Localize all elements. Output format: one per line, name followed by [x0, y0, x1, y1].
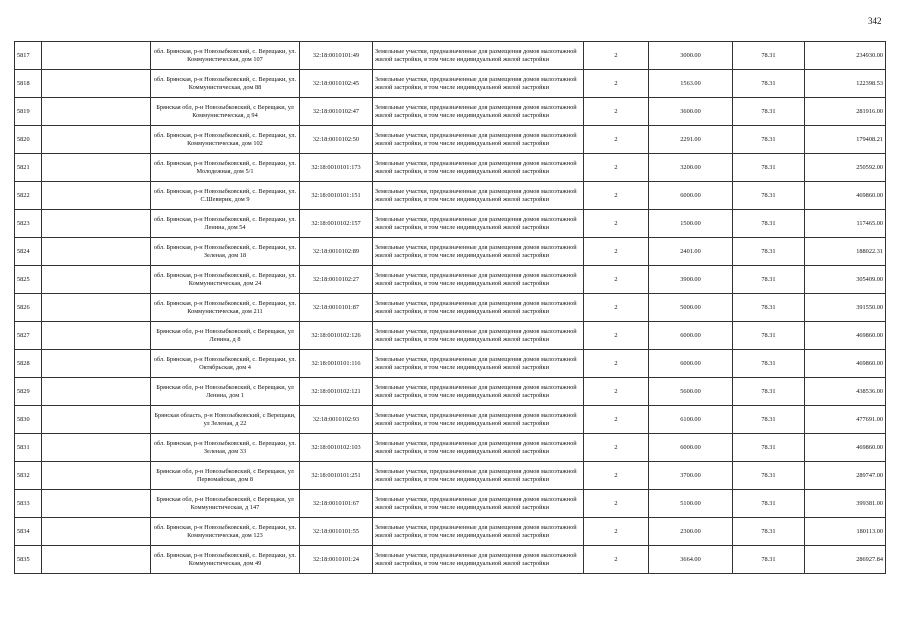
group-cell: 2	[584, 490, 649, 518]
area-cell: 3900.00	[649, 266, 733, 294]
cadastral-value-cell: 281916.00	[805, 98, 886, 126]
cadastral-number-cell: 32:18:0010102:126	[300, 322, 373, 350]
address-cell: обл. Брянская, р-н Новозыбковский, с. Верещаки, ул. Зеленая, дом 18	[151, 238, 300, 266]
land-use-cell: Земельные участки, предназначенные для размещения домов малоэтажной жилой застройки, в том числе индивидуальной жилой застройки	[373, 350, 584, 378]
land-use-cell: Земельные участки, предназначенные для размещения домов малоэтажной жилой застройки, в том числе индивидуальной жилой застройки	[373, 546, 584, 574]
table-row	[15, 70, 886, 98]
cadastral-value-cell: 469860.00	[805, 322, 886, 350]
cadastral-value-cell: 188022.31	[805, 238, 886, 266]
address-cell: обл. Брянская, р-н Новозыбковский, с. Верещаки, ул. Коммунистическая, дом 49	[151, 546, 300, 574]
area-cell: 5000.00	[649, 294, 733, 322]
cadastral-number-cell: 32:18:0010102:93	[300, 406, 373, 434]
specific-value-cell: 78.31	[733, 210, 805, 238]
cadastral-number-cell: 32:18:0010101:67	[300, 490, 373, 518]
address-cell: обл. Брянская, р-н Новозыбковский, с. Верещаки, ул. Коммунистическая, дом 88	[151, 70, 300, 98]
cadastral-value-cell: 391550.00	[805, 294, 886, 322]
area-cell: 2401.00	[649, 238, 733, 266]
empty-cell	[42, 350, 151, 378]
empty-cell	[42, 210, 151, 238]
table-body	[15, 42, 886, 574]
row-number: 5831	[15, 434, 42, 462]
cadastral-value-cell: 180113.00	[805, 518, 886, 546]
empty-cell	[42, 42, 151, 70]
specific-value-cell: 78.31	[733, 294, 805, 322]
cadastral-value-cell: 250592.00	[805, 154, 886, 182]
table-row	[15, 294, 886, 322]
row-number: 5822	[15, 182, 42, 210]
specific-value-cell: 78.31	[733, 70, 805, 98]
cadastral-number-cell: 32:18:0010102:47	[300, 98, 373, 126]
cadastral-number-cell: 32:18:0010102:27	[300, 266, 373, 294]
area-cell: 2300.00	[649, 518, 733, 546]
address-cell: Брянская область, р-н Новозыбковский, с Верещаки, ул Зеленая, д 22	[151, 406, 300, 434]
specific-value-cell: 78.31	[733, 154, 805, 182]
group-cell: 2	[584, 546, 649, 574]
address-cell: обл. Брянская, р-н Новозыбковский, с. Верещаки, ул. С.Шевирик, дом 9	[151, 182, 300, 210]
empty-cell	[42, 378, 151, 406]
table-row	[15, 462, 886, 490]
group-cell: 2	[584, 378, 649, 406]
cadastral-value-cell: 438536.00	[805, 378, 886, 406]
empty-cell	[42, 294, 151, 322]
table-row	[15, 518, 886, 546]
group-cell: 2	[584, 154, 649, 182]
address-cell: обл. Брянская, р-н Новозыбковский, с. Верещаки, ул. Коммунистическая, дом 24	[151, 266, 300, 294]
area-cell: 6000.00	[649, 182, 733, 210]
table-row	[15, 210, 886, 238]
cadastral-value-cell: 179408.21	[805, 126, 886, 154]
row-number: 5834	[15, 518, 42, 546]
table-row	[15, 546, 886, 574]
specific-value-cell: 78.31	[733, 238, 805, 266]
table-row	[15, 406, 886, 434]
cadastral-number-cell: 32:18:0010101:24	[300, 546, 373, 574]
table-row	[15, 126, 886, 154]
cadastral-number-cell: 32:18:0010102:45	[300, 70, 373, 98]
area-cell: 6000.00	[649, 322, 733, 350]
cadastral-value-cell: 477691.00	[805, 406, 886, 434]
row-number: 5817	[15, 42, 42, 70]
cadastral-number-cell: 32:18:0010101:87	[300, 294, 373, 322]
group-cell: 2	[584, 294, 649, 322]
row-number: 5827	[15, 322, 42, 350]
empty-cell	[42, 70, 151, 98]
area-cell: 3664.00	[649, 546, 733, 574]
empty-cell	[42, 406, 151, 434]
area-cell: 3700.00	[649, 462, 733, 490]
land-use-cell: Земельные участки, предназначенные для размещения домов малоэтажной жилой застройки, в том числе индивидуальной жилой застройки	[373, 154, 584, 182]
group-cell: 2	[584, 350, 649, 378]
land-use-cell: Земельные участки, предназначенные для размещения домов малоэтажной жилой застройки, в том числе индивидуальной жилой застройки	[373, 406, 584, 434]
land-use-cell: Земельные участки, предназначенные для размещения домов малоэтажной жилой застройки, в том числе индивидуальной жилой застройки	[373, 98, 584, 126]
specific-value-cell: 78.31	[733, 434, 805, 462]
empty-cell	[42, 490, 151, 518]
land-use-cell: Земельные участки, предназначенные для размещения домов малоэтажной жилой застройки, в том числе индивидуальной жилой застройки	[373, 462, 584, 490]
specific-value-cell: 78.31	[733, 518, 805, 546]
table-row	[15, 98, 886, 126]
row-number: 5818	[15, 70, 42, 98]
empty-cell	[42, 238, 151, 266]
area-cell: 6100.00	[649, 406, 733, 434]
row-number: 5830	[15, 406, 42, 434]
land-use-cell: Земельные участки, предназначенные для размещения домов малоэтажной жилой застройки, в том числе индивидуальной жилой застройки	[373, 378, 584, 406]
address-cell: обл. Брянская, р-н Новозыбковский, с. Верещаки, ул. Коммунистическая, дом 107	[151, 42, 300, 70]
specific-value-cell: 78.31	[733, 42, 805, 70]
group-cell: 2	[584, 518, 649, 546]
land-use-cell: Земельные участки, предназначенные для размещения домов малоэтажной жилой застройки, в том числе индивидуальной жилой застройки	[373, 490, 584, 518]
address-cell: обл. Брянская, р-н Новозыбковский, с. Верещаки, ул. Октябрьская, дом 4	[151, 350, 300, 378]
group-cell: 2	[584, 238, 649, 266]
cadastral-number-cell: 32:18:0010101:251	[300, 462, 373, 490]
area-cell: 1500.00	[649, 210, 733, 238]
address-cell: обл. Брянская, р-н Новозыбковский, с. Верещаки, ул. Зеленая, дом 33	[151, 434, 300, 462]
address-cell: обл. Брянская, р-н Новозыбковский, с. Верещаки, ул. Ленина, дом 54	[151, 210, 300, 238]
group-cell: 2	[584, 98, 649, 126]
empty-cell	[42, 322, 151, 350]
cadastral-number-cell: 32:18:0010102:157	[300, 210, 373, 238]
specific-value-cell: 78.31	[733, 126, 805, 154]
group-cell: 2	[584, 126, 649, 154]
address-cell: обл. Брянская, р-н Новозыбковский, с. Верещаки, ул. Коммунистическая, дом 123	[151, 518, 300, 546]
empty-cell	[42, 518, 151, 546]
group-cell: 2	[584, 182, 649, 210]
land-use-cell: Земельные участки, предназначенные для размещения домов малоэтажной жилой застройки, в том числе индивидуальной жилой застройки	[373, 518, 584, 546]
table-row	[15, 378, 886, 406]
area-cell: 5100.00	[649, 490, 733, 518]
cadastral-value-cell: 286927.84	[805, 546, 886, 574]
cadastral-number-cell: 32:18:0010102:121	[300, 378, 373, 406]
table-row	[15, 322, 886, 350]
row-number: 5832	[15, 462, 42, 490]
empty-cell	[42, 126, 151, 154]
land-use-cell: Земельные участки, предназначенные для размещения домов малоэтажной жилой застройки, в том числе индивидуальной жилой застройки	[373, 322, 584, 350]
area-cell: 3000.00	[649, 42, 733, 70]
row-number: 5829	[15, 378, 42, 406]
land-use-cell: Земельные участки, предназначенные для размещения домов малоэтажной жилой застройки, в том числе индивидуальной жилой застройки	[373, 266, 584, 294]
area-cell: 3600.00	[649, 98, 733, 126]
cadastral-number-cell: 32:18:0010101:116	[300, 350, 373, 378]
cadastral-value-cell: 122398.53	[805, 70, 886, 98]
group-cell: 2	[584, 434, 649, 462]
empty-cell	[42, 182, 151, 210]
cadastral-number-cell: 32:18:0010101:49	[300, 42, 373, 70]
group-cell: 2	[584, 462, 649, 490]
row-number: 5823	[15, 210, 42, 238]
table-row	[15, 490, 886, 518]
address-cell: Брянская обл, р-н Новозыбковский, с Верещаки, ул Ленина, дом 1	[151, 378, 300, 406]
area-cell: 3200.00	[649, 154, 733, 182]
empty-cell	[42, 154, 151, 182]
row-number: 5835	[15, 546, 42, 574]
cadastral-value-cell: 399381.00	[805, 490, 886, 518]
table-row	[15, 434, 886, 462]
table-row	[15, 238, 886, 266]
specific-value-cell: 78.31	[733, 378, 805, 406]
empty-cell	[42, 546, 151, 574]
row-number: 5828	[15, 350, 42, 378]
cadastral-value-cell: 469860.00	[805, 350, 886, 378]
specific-value-cell: 78.31	[733, 350, 805, 378]
group-cell: 2	[584, 322, 649, 350]
row-number: 5825	[15, 266, 42, 294]
address-cell: Брянская обл, р-н Новозыбковский, с Верещаки, ул Коммунистическая, д 147	[151, 490, 300, 518]
row-number: 5826	[15, 294, 42, 322]
address-cell: обл. Брянская, р-н Новозыбковский, с. Верещаки, ул. Коммунистическая, дом 211	[151, 294, 300, 322]
table-row	[15, 154, 886, 182]
cadastral-number-cell: 32:18:0010102:50	[300, 126, 373, 154]
specific-value-cell: 78.31	[733, 182, 805, 210]
row-number: 5821	[15, 154, 42, 182]
row-number: 5820	[15, 126, 42, 154]
specific-value-cell: 78.31	[733, 266, 805, 294]
land-use-cell: Земельные участки, предназначенные для размещения домов малоэтажной жилой застройки, в том числе индивидуальной жилой застройки	[373, 126, 584, 154]
specific-value-cell: 78.31	[733, 406, 805, 434]
group-cell: 2	[584, 266, 649, 294]
address-cell: Брянская обл, р-н Новозыбковский, с Верещаки, ул Первомайская, дом 8	[151, 462, 300, 490]
cadastral-value-cell: 469860.00	[805, 182, 886, 210]
land-use-cell: Земельные участки, предназначенные для размещения домов малоэтажной жилой застройки, в том числе индивидуальной жилой застройки	[373, 70, 584, 98]
cadastral-number-cell: 32:18:0010101:173	[300, 154, 373, 182]
address-cell: обл. Брянская, р-н Новозыбковский, с. Верещаки, ул. Молодежная, дом 5/1	[151, 154, 300, 182]
land-use-cell: Земельные участки, предназначенные для размещения домов малоэтажной жилой застройки, в том числе индивидуальной жилой застройки	[373, 210, 584, 238]
specific-value-cell: 78.31	[733, 546, 805, 574]
cadastral-value-cell: 234930.00	[805, 42, 886, 70]
specific-value-cell: 78.31	[733, 490, 805, 518]
area-cell: 1563.00	[649, 70, 733, 98]
table-row	[15, 42, 886, 70]
empty-cell	[42, 462, 151, 490]
row-number: 5819	[15, 98, 42, 126]
group-cell: 2	[584, 70, 649, 98]
land-use-cell: Земельные участки, предназначенные для размещения домов малоэтажной жилой застройки, в том числе индивидуальной жилой застройки	[373, 434, 584, 462]
empty-cell	[42, 266, 151, 294]
cadastral-number-cell: 32:18:0010101:55	[300, 518, 373, 546]
land-use-cell: Земельные участки, предназначенные для размещения домов малоэтажной жилой застройки, в том числе индивидуальной жилой застройки	[373, 294, 584, 322]
cadastral-value-cell: 305409.00	[805, 266, 886, 294]
table-row	[15, 182, 886, 210]
land-use-cell: Земельные участки, предназначенные для размещения домов малоэтажной жилой застройки, в том числе индивидуальной жилой застройки	[373, 238, 584, 266]
cadastral-value-cell: 289747.00	[805, 462, 886, 490]
table-row	[15, 266, 886, 294]
cadastral-value-cell: 117465.00	[805, 210, 886, 238]
cadastral-number-cell: 32:18:0010101:151	[300, 182, 373, 210]
empty-cell	[42, 434, 151, 462]
specific-value-cell: 78.31	[733, 322, 805, 350]
empty-cell	[42, 98, 151, 126]
specific-value-cell: 78.31	[733, 462, 805, 490]
area-cell: 2291.00	[649, 126, 733, 154]
address-cell: Брянская обл, р-н Новозыбковский, с Верещаки, ул Ленина, д 8	[151, 322, 300, 350]
specific-value-cell: 78.31	[733, 98, 805, 126]
area-cell: 6000.00	[649, 434, 733, 462]
address-cell: Брянская обл, р-н Новозыбковский, с Верещаки, ул Коммунистическая, д 94	[151, 98, 300, 126]
cadastral-value-cell: 469860.00	[805, 434, 886, 462]
area-cell: 6000.00	[649, 350, 733, 378]
group-cell: 2	[584, 406, 649, 434]
address-cell: обл. Брянская, р-н Новозыбковский, с. Верещаки, ул. Коммунистическая, дом 102	[151, 126, 300, 154]
land-use-cell: Земельные участки, предназначенные для размещения домов малоэтажной жилой застройки, в том числе индивидуальной жилой застройки	[373, 42, 584, 70]
cadastral-value-table	[14, 41, 886, 574]
row-number: 5824	[15, 238, 42, 266]
row-number: 5833	[15, 490, 42, 518]
group-cell: 2	[584, 42, 649, 70]
area-cell: 5600.00	[649, 378, 733, 406]
group-cell: 2	[584, 210, 649, 238]
cadastral-number-cell: 32:18:0010102:103	[300, 434, 373, 462]
page-number: 342	[868, 16, 882, 26]
table-row	[15, 350, 886, 378]
land-use-cell: Земельные участки, предназначенные для размещения домов малоэтажной жилой застройки, в том числе индивидуальной жилой застройки	[373, 182, 584, 210]
cadastral-number-cell: 32:18:0010102:89	[300, 238, 373, 266]
